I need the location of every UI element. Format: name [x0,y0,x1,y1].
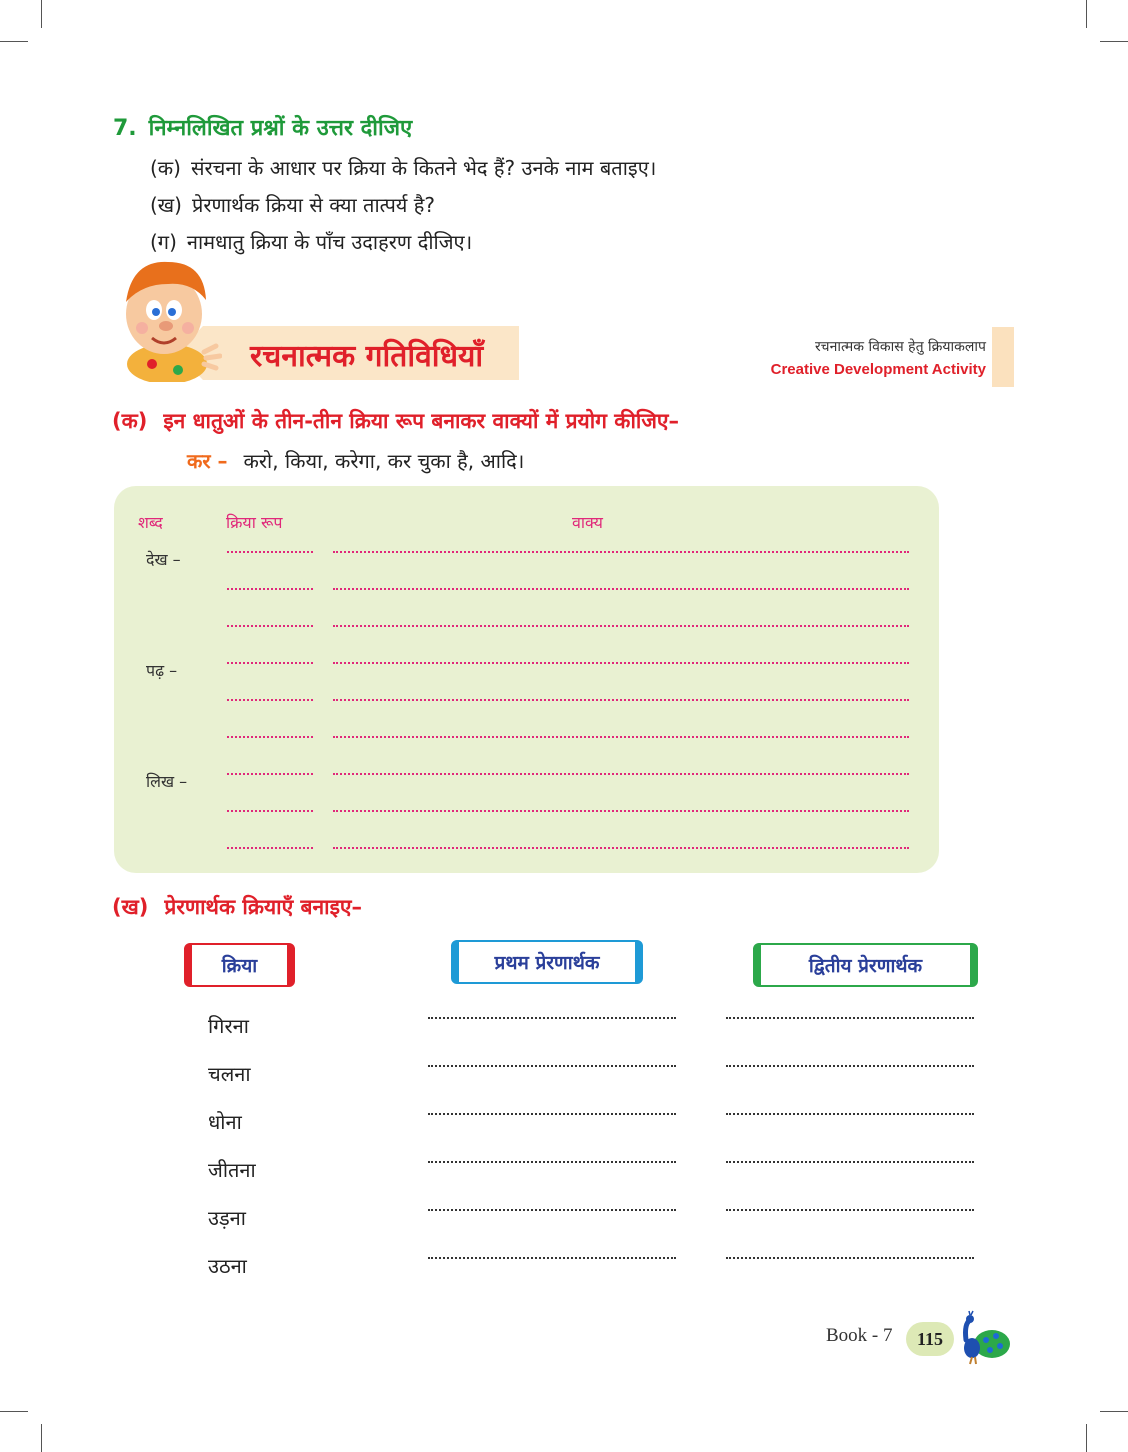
answer-line-sentence[interactable] [333,847,909,849]
column-header-sentence: वाक्य [572,513,603,532]
answer-line-form[interactable] [227,551,313,553]
column-header-word: शब्द [138,513,163,532]
item-label: (ग) [150,230,177,254]
answer-line-second-causative[interactable] [726,1065,974,1067]
answer-line-form[interactable] [227,810,313,812]
answer-line-form[interactable] [227,662,313,664]
question-number: 7. [113,116,137,141]
section-kha-heading [112,893,362,921]
book-label: Book - 7 [826,1325,893,1346]
question-item [150,191,435,218]
answer-line-sentence[interactable] [333,773,909,775]
answer-line-first-causative[interactable] [428,1065,676,1067]
answer-line-first-causative[interactable] [428,1017,676,1019]
answer-line-sentence[interactable] [333,736,909,738]
crop-mark [1086,1424,1087,1452]
verb-item: जीतना [208,1158,256,1182]
section-heading-text: प्रेरणार्थक क्रियाएँ बनाइए– [164,895,363,919]
verb-item: धोना [208,1110,242,1134]
tag-first-causative: प्रथम प्रेरणार्थक [451,940,643,984]
answer-line-first-causative[interactable] [428,1257,676,1259]
answer-line-form[interactable] [227,588,313,590]
banner-subtitle-english: Creative Development Activity [770,361,986,378]
item-label: (ख) [150,193,182,217]
banner-subtitle-hindi: रचनात्मक विकास हेतु क्रियाकलाप [814,339,986,355]
crop-mark [0,41,28,42]
example-text: करो, किया, करेगा, कर चुका है, आदि। [243,449,525,473]
answer-line-form[interactable] [227,699,313,701]
answer-line-sentence[interactable] [333,588,909,590]
question-item [150,228,472,255]
item-text: नामधातु क्रिया के पाँच उदाहरण दीजिए। [186,230,473,254]
item-text: संरचना के आधार पर क्रिया के कितने भेद हैं? उनके नाम बताइए। [190,156,657,180]
section-ka-heading [112,407,679,435]
cartoon-boy-illustration [112,252,222,382]
answer-line-form[interactable] [227,773,313,775]
banner-title: रचनात्मक गतिविधियाँ [250,339,484,374]
answer-line-form[interactable] [227,625,313,627]
crop-mark [41,0,42,28]
answer-line-form[interactable] [227,736,313,738]
verb-item: चलना [208,1062,251,1086]
example-line [187,447,524,474]
column-header-form: क्रिया रूप [226,513,283,532]
banner-side-bar [992,327,1014,387]
answer-line-first-causative[interactable] [428,1161,676,1163]
question-7-title [113,112,412,142]
crop-mark [41,1424,42,1452]
peacock-icon [952,1310,1012,1366]
example-word: कर – [187,449,228,473]
tag-verb: क्रिया [184,943,295,987]
verb-forms-box [114,486,939,873]
root-word: देख – [146,550,181,569]
section-label: (ख) [112,895,149,919]
answer-line-second-causative[interactable] [726,1257,974,1259]
answer-line-first-causative[interactable] [428,1113,676,1115]
crop-mark [1100,1411,1128,1412]
crop-mark [1100,41,1128,42]
answer-line-second-causative[interactable] [726,1209,974,1211]
answer-line-first-causative[interactable] [428,1209,676,1211]
verb-item: उठना [208,1254,247,1278]
item-text: प्रेरणार्थक क्रिया से क्या तात्पर्य है? [191,193,435,217]
root-word: पढ़ – [146,661,178,680]
answer-line-sentence[interactable] [333,810,909,812]
answer-line-second-causative[interactable] [726,1161,974,1163]
root-word: लिख – [146,772,188,791]
answer-line-second-causative[interactable] [726,1017,974,1019]
section-label: (क) [112,409,148,433]
verb-item: गिरना [208,1014,249,1038]
answer-line-second-causative[interactable] [726,1113,974,1115]
crop-mark [0,1411,28,1412]
section-heading-text: इन धातुओं के तीन-तीन क्रिया रूप बनाकर वाक्यों में प्रयोग कीजिए– [163,409,680,433]
answer-line-sentence[interactable] [333,625,909,627]
answer-line-form[interactable] [227,847,313,849]
question-title-text: निम्नलिखित प्रश्नों के उत्तर दीजिए [148,116,413,141]
crop-mark [1086,0,1087,28]
answer-line-sentence[interactable] [333,662,909,664]
page-number: 115 [906,1322,954,1356]
tag-second-causative: द्वितीय प्रेरणार्थक [753,943,978,987]
verb-item: उड़ना [208,1206,246,1230]
answer-line-sentence[interactable] [333,699,909,701]
answer-line-sentence[interactable] [333,551,909,553]
question-item [150,154,656,181]
item-label: (क) [150,156,181,180]
